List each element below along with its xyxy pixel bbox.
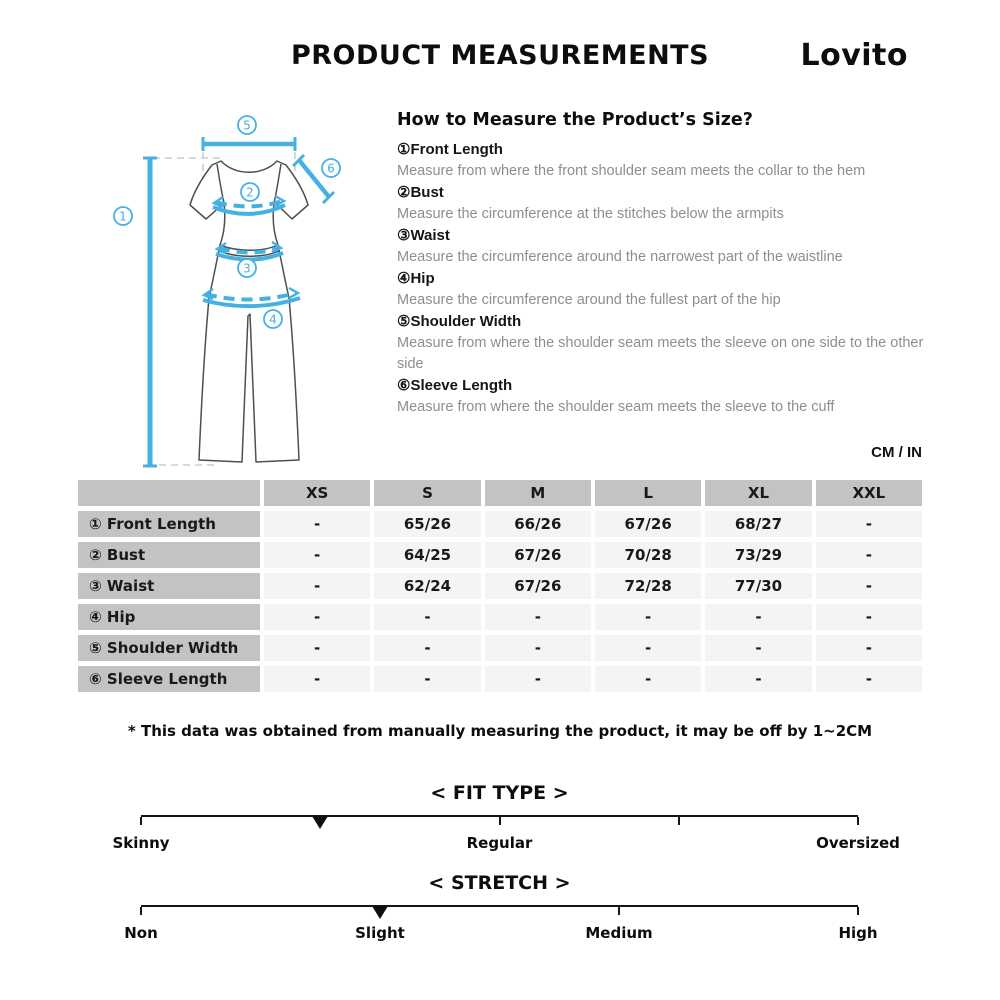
- measure-item-label: ②Bust: [397, 184, 444, 201]
- table-row-label: ② Bust: [78, 542, 260, 568]
- scale-label: Skinny: [112, 834, 170, 852]
- measure-item-label: ⑥Sleeve Length: [397, 377, 513, 394]
- callout-5: 5: [243, 118, 251, 133]
- table-column-header: XXL: [816, 480, 922, 506]
- table-value-cell: -: [264, 542, 370, 568]
- table-value-cell: -: [485, 635, 591, 661]
- table-value-cell: 62/24: [374, 573, 480, 599]
- page-title: PRODUCT MEASUREMENTS: [290, 40, 710, 71]
- scale-label: Oversized: [816, 834, 900, 852]
- table-value-cell: 66/26: [485, 511, 591, 537]
- callout-1: 1: [119, 209, 127, 224]
- measure-item-label: ⑤Shoulder Width: [397, 313, 522, 330]
- table-value-cell: -: [264, 511, 370, 537]
- measure-item-label: ①Front Length: [397, 141, 503, 158]
- brand-logo: Lovito: [800, 38, 908, 73]
- callout-4: 4: [269, 312, 277, 327]
- table-value-cell: -: [816, 635, 922, 661]
- callout-6: 6: [327, 161, 335, 176]
- table-value-cell: 73/29: [705, 542, 811, 568]
- table-row-label: ⑤ Shoulder Width: [78, 635, 260, 661]
- measure-item-desc: Measure the circumference around the narrowest part of the waistline: [397, 249, 843, 265]
- how-to-section: [397, 110, 929, 418]
- table-value-cell: 77/30: [705, 573, 811, 599]
- scale-label: Regular: [466, 834, 533, 852]
- table-value-cell: 64/25: [374, 542, 480, 568]
- stretch-scale: [124, 872, 878, 944]
- table-row-label: ④ Hip: [78, 604, 260, 630]
- table-value-cell: -: [485, 666, 591, 692]
- measure-item-desc: Measure the circumference around the fullest part of the hip: [397, 292, 781, 308]
- scale-label: High: [838, 924, 878, 942]
- table-row-label: ⑥ Sleeve Length: [78, 666, 260, 692]
- scale-label: Medium: [585, 924, 653, 942]
- table-column-header: M: [485, 480, 591, 506]
- measure-item-desc: Measure from where the shoulder seam meets the sleeve to the cuff: [397, 399, 835, 415]
- callout-2: 2: [246, 185, 254, 200]
- table-value-cell: -: [816, 511, 922, 537]
- callout-3: 3: [243, 261, 251, 276]
- table-corner-cell: [78, 480, 260, 506]
- scale-label: Non: [124, 924, 158, 942]
- scale-title: < STRETCH >: [428, 872, 571, 894]
- garment-diagram-icon: [95, 108, 365, 478]
- measure-item-desc: Measure from where the shoulder seam meets the sleeve on one side to the other side: [397, 335, 924, 372]
- table-value-cell: -: [816, 573, 922, 599]
- scale-title: < FIT TYPE >: [430, 782, 569, 804]
- scale-tick: [678, 817, 680, 825]
- table-value-cell: 68/27: [705, 511, 811, 537]
- scale-label: Slight: [355, 924, 405, 942]
- scale-marker-icon: [312, 816, 328, 829]
- table-value-cell: -: [264, 635, 370, 661]
- table-value-cell: -: [595, 635, 701, 661]
- table-value-cell: -: [264, 604, 370, 630]
- table-value-cell: -: [264, 666, 370, 692]
- garment-outline: [190, 161, 308, 462]
- table-value-cell: -: [595, 666, 701, 692]
- scale-tick: [140, 817, 142, 825]
- table-value-cell: -: [485, 604, 591, 630]
- table-column-header: S: [374, 480, 480, 506]
- table-value-cell: -: [374, 604, 480, 630]
- fit-type-scale: [112, 782, 900, 854]
- scale-tick: [857, 817, 859, 825]
- scale-line: [141, 905, 858, 921]
- front-length-annotation: [114, 158, 157, 466]
- table-value-cell: -: [816, 604, 922, 630]
- table-value-cell: -: [705, 666, 811, 692]
- table-value-cell: -: [816, 542, 922, 568]
- shoulder-width-annotation: [203, 116, 295, 151]
- table-value-cell: -: [595, 604, 701, 630]
- table-row-label: ③ Waist: [78, 573, 260, 599]
- table-value-cell: 65/26: [374, 511, 480, 537]
- table-value-cell: 72/28: [595, 573, 701, 599]
- scale-labels: [112, 834, 900, 854]
- table-value-cell: -: [264, 573, 370, 599]
- scale-labels: [124, 924, 878, 944]
- table-column-header: XL: [705, 480, 811, 506]
- measure-item-label: ③Waist: [397, 227, 450, 244]
- table-value-cell: -: [374, 635, 480, 661]
- unit-label: CM / IN: [871, 444, 922, 461]
- scale-tick: [857, 907, 859, 915]
- measurement-note: * This data was obtained from manually measuring the product, it may be off by 1~2CM: [127, 722, 873, 740]
- table-column-header: L: [595, 480, 701, 506]
- scale-tick: [140, 907, 142, 915]
- how-to-title: How to Measure the Product’s Size?: [397, 110, 753, 130]
- table-value-cell: -: [816, 666, 922, 692]
- table-value-cell: -: [705, 635, 811, 661]
- size-table: [78, 480, 922, 692]
- scale-marker-icon: [372, 906, 388, 919]
- scale-axis-line: [141, 905, 858, 907]
- table-row-label: ① Front Length: [78, 511, 260, 537]
- measure-item-desc: Measure from where the front shoulder seam meets the collar to the hem: [397, 163, 866, 179]
- table-value-cell: -: [705, 604, 811, 630]
- table-value-cell: 67/26: [595, 511, 701, 537]
- how-to-list: [397, 139, 929, 418]
- table-value-cell: 67/26: [485, 542, 591, 568]
- table-value-cell: 67/26: [485, 573, 591, 599]
- scale-line: [141, 815, 858, 831]
- scale-tick: [499, 817, 501, 825]
- measure-item-desc: Measure the circumference at the stitches below the armpits: [397, 206, 784, 222]
- scale-tick: [618, 907, 620, 915]
- table-value-cell: -: [374, 666, 480, 692]
- table-value-cell: 70/28: [595, 542, 701, 568]
- measure-item-label: ④Hip: [397, 270, 435, 287]
- table-column-header: XS: [264, 480, 370, 506]
